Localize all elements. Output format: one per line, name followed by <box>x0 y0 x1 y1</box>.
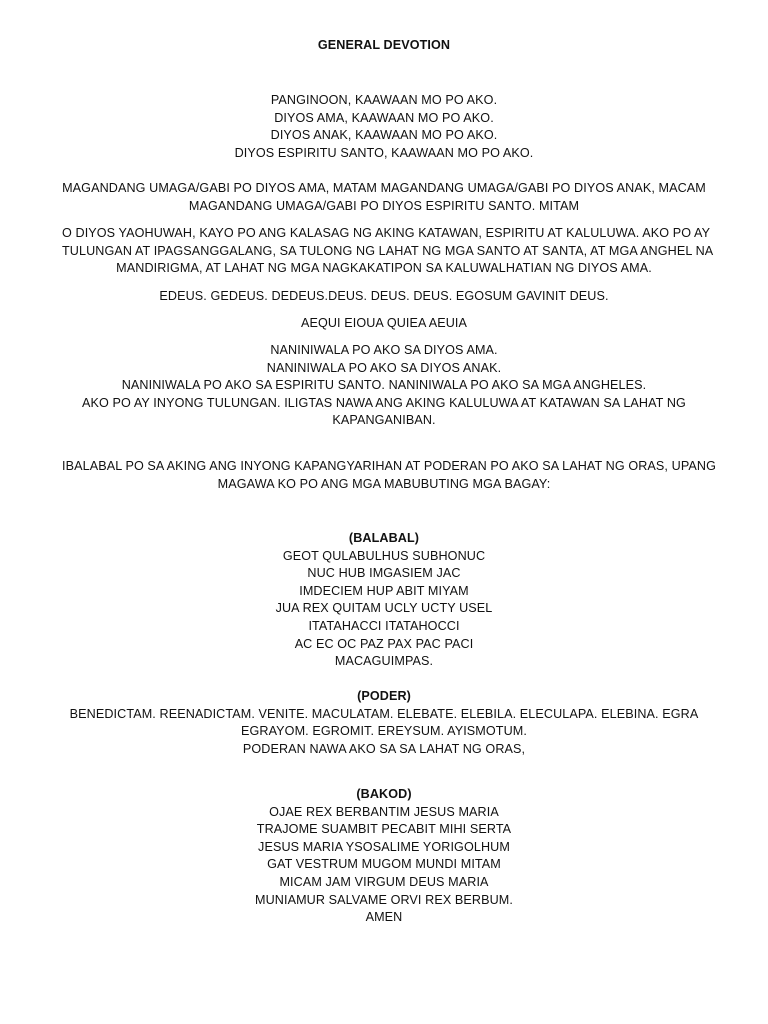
request-line: IBALABAL PO SA AKING ANG INYONG KAPANGYARIHAN AT PODERAN PO AKO SA LAHAT NG ORAS, UPANG <box>62 459 716 473</box>
balabal-heading: (BALABAL) <box>348 531 420 545</box>
prayer-paragraph <box>62 225 714 278</box>
bakod-line: TRAJOME SUAMBIT PECABIT MIHI SERTA <box>256 822 512 837</box>
request-paragraph <box>62 458 716 493</box>
creed-line: AKO PO AY INYONG TULUNGAN. ILIGTAS NAWA ANG AKING KALULUWA AT KATAWAN SA LAHAT NG <box>82 395 686 410</box>
request-line: MAGAWA KO PO ANG MGA MABUBUTING MGA BAGAY: <box>217 476 551 491</box>
poder-section <box>62 688 706 758</box>
creed-line: KAPANGANIBAN. <box>332 413 436 428</box>
bakod-line: AMEN <box>365 910 403 925</box>
creed-stanza <box>62 342 706 430</box>
bakod-section <box>62 786 706 927</box>
prayer-line: O DIYOS YAOHUWAH, KAYO PO ANG KALASAG NG AKING KATAWAN, ESPIRITU AT KALULUWA. AKO PO AY <box>62 226 711 240</box>
balabal-line: IMDECIEM HUP ABIT MIYAM <box>299 583 469 598</box>
vowels-invocation <box>62 315 706 333</box>
bakod-line: JESUS MARIA YSOSALIME YORIGOLHUM <box>258 839 510 854</box>
prayer-line: TULUNGAN AT IPAGSANGGALANG, SA TULONG NG LAHAT NG MGA SANTO AT SANTA, AT MGA ANGHEL NA <box>62 243 714 258</box>
balabal-line: AC EC OC PAZ PAX PAC PACI <box>294 636 474 651</box>
balabal-line: MACAGUIMPAS. <box>334 654 434 669</box>
balabal-section <box>62 530 706 671</box>
poder-line: BENEDICTAM. REENADICTAM. VENITE. MACULATAM. ELEBATE. ELEBILA. ELECULAPA. ELEBINA. EGRA <box>69 706 699 721</box>
greeting-line: MAGANDANG UMAGA/GABI PO DIYOS AMA, MATAM MAGANDANG UMAGA/GABI PO DIYOS ANAK, MACAM <box>62 181 706 195</box>
invocation-line: DIYOS AMA, KAAWAAN MO PO AKO. <box>274 110 494 125</box>
balabal-line: NUC HUB IMGASIEM JAC <box>307 566 461 581</box>
latin-line: EDEUS. GEDEUS. DEDEUS.DEUS. DEUS. DEUS. EGOSUM GAVINIT DEUS. <box>159 289 609 303</box>
greeting-line: MAGANDANG UMAGA/GABI PO DIYOS ESPIRITU SANTO. MITAM <box>188 198 580 213</box>
bakod-heading: (BAKOD) <box>356 787 412 801</box>
prayer-line: MANDIRIGMA, AT LAHAT NG MGA NAGKAKATIPON SA KALUWALHATIAN NG DIYOS AMA. <box>116 261 652 276</box>
creed-line: NANINIWALA PO AKO SA DIYOS AMA. <box>270 343 498 357</box>
vowels-line: AEQUI EIOUA QUIEA AEUIA <box>300 316 468 330</box>
greeting-paragraph <box>62 180 706 215</box>
bakod-line: OJAE REX BERBANTIM JESUS MARIA <box>269 804 499 819</box>
poder-line: EGRAYOM. EGROMIT. EREYSUM. AYISMOTUM. <box>241 724 527 739</box>
invocation-line: DIYOS ANAK, KAAWAAN MO PO AKO. <box>270 128 498 143</box>
creed-line: NANINIWALA PO AKO SA ESPIRITU SANTO. NANINIWALA PO AKO SA MGA ANGHELES. <box>121 378 647 393</box>
document-title <box>62 37 706 55</box>
bakod-line: MICAM JAM VIRGUM DEUS MARIA <box>279 874 489 889</box>
creed-line: NANINIWALA PO AKO SA DIYOS ANAK. <box>266 360 502 375</box>
balabal-line: JUA REX QUITAM UCLY UCTY USEL <box>275 601 493 616</box>
title-text: GENERAL DEVOTION <box>317 38 451 52</box>
balabal-line: ITATAHACCI ITATAHOCCI <box>308 618 460 633</box>
invocation-line: PANGINOON, KAAWAAN MO PO AKO. <box>270 93 498 107</box>
invocation-line: DIYOS ESPIRITU SANTO, KAAWAAN MO PO AKO. <box>234 145 534 160</box>
invocation-stanza <box>62 92 706 162</box>
bakod-line: MUNIAMUR SALVAME ORVI REX BERBUM. <box>254 892 513 907</box>
balabal-line: GEOT QULABULHUS SUBHONUC <box>282 548 486 563</box>
latin-invocation <box>62 288 706 306</box>
bakod-line: GAT VESTRUM MUGOM MUNDI MITAM <box>267 857 501 872</box>
poder-heading: (PODER) <box>357 689 411 703</box>
poder-line: PODERAN NAWA AKO SA SA LAHAT NG ORAS, <box>242 741 526 756</box>
